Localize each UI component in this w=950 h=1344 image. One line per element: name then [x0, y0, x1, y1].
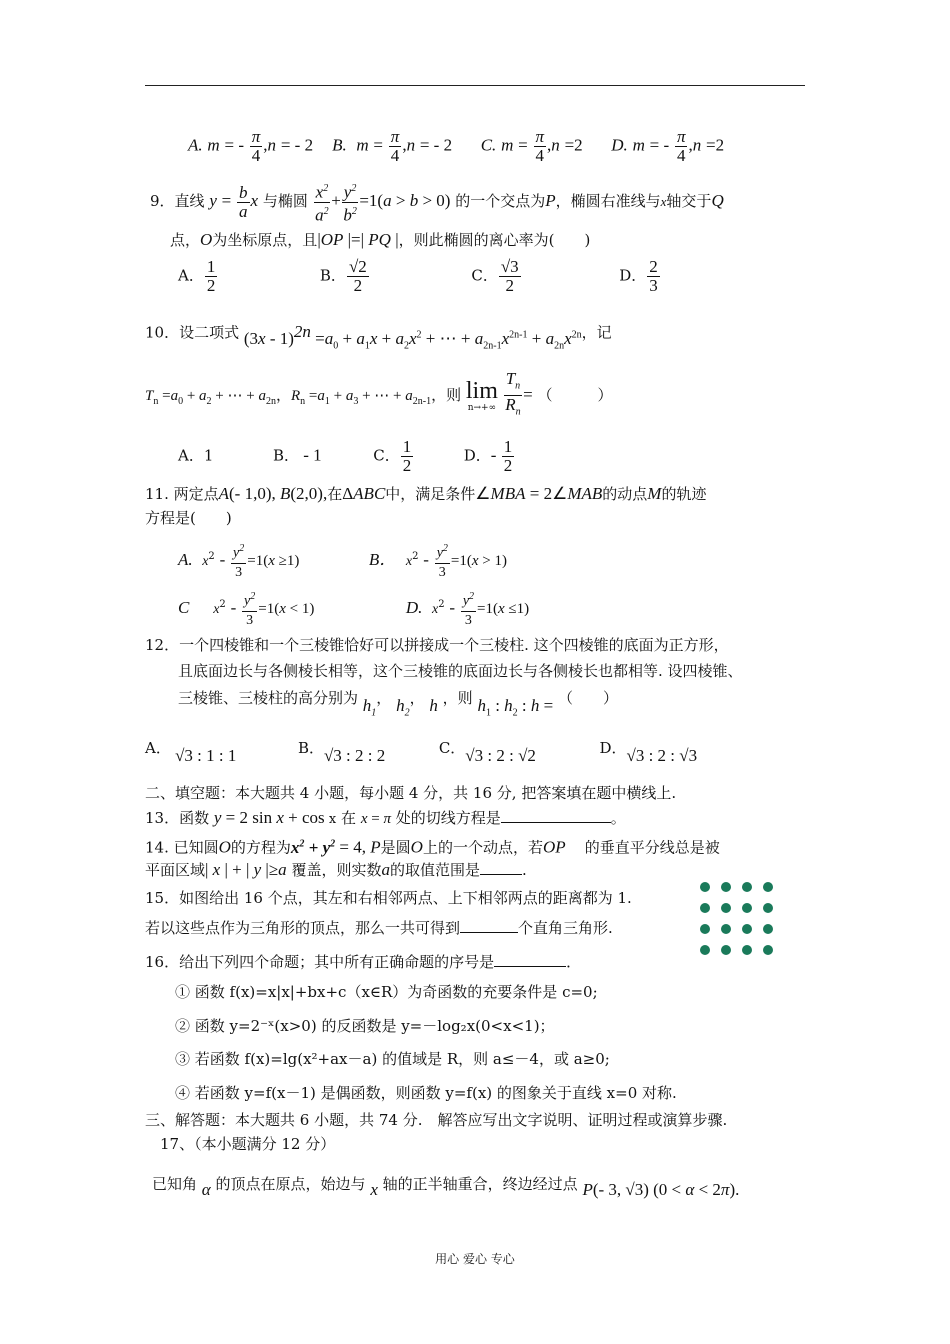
sixteen-dot-grid: [700, 882, 780, 962]
q16-item-2: ② 函数 y=2⁻ˣ(x>0) 的反函数是 y=－log₂x(0<x<1)；: [175, 1017, 555, 1035]
grid-dot: [742, 882, 752, 892]
q10-line2: $T_n =a_0 + a_2$ + ⋯ + $a_{2n}$，$R_n =a_1 + a_3$ + ⋯ + $a_{2n-1}$，则 lim n→+∞ $\frac{T_n}{R_n}$ = （ ）: [145, 369, 613, 418]
grid-dot: [700, 945, 710, 955]
grid-dot: [700, 924, 710, 934]
q14-line2: 平面区域| x | + | y |≥a 覆盖，则实数a的取值范围是 .: [145, 860, 527, 879]
q16-heading: 16．给出下列四个命题；其中所有正确命题的序号是 ．: [145, 953, 582, 971]
q12-options: A． √3 : 1 : 1 B．√3 : 2 : 2 C．√3 : 2 : √2 D．√3 : 2 : √3: [145, 739, 698, 765]
grid-dot: [721, 924, 731, 934]
header-rule: [145, 85, 805, 86]
grid-dot: [742, 924, 752, 934]
q13: 13．函数 y = 2 sin x + cos x 在 x = π 处的切线方程是 。: [145, 808, 626, 827]
q16-item-1: ① 函数 f(x)=x|x|+bx+c（x∈R）为奇函数的充要条件是 c=0;: [175, 983, 598, 1001]
q12-line3: 三棱锥、三棱柱的高分别为 $h_1$， $h_2$， h ，则 $h_1$ : $h_2$ : h = （ ）: [178, 689, 619, 719]
q10-line1: 10．设二项式 $(3x - 1)^{2n} =a_0 + a_1x + a_2x^2$ + ⋯ + $a_{2n-1}x^{2n-1} + a_{2n}x^{2n}$，记: [145, 322, 612, 352]
q11-options-cd: C $x^2$ - $\frac{y^2}{3}$ =1(x < 1) D. $x^2$ - $\frac{y^2}{3}$ =1(x ≤1): [178, 588, 529, 630]
q10-options: A．1 B． - 1 C． $\frac{1}{2}$ D．- $\frac{1}{2}$: [178, 437, 513, 475]
q8-options: A. m = - $\frac{\pi}{4}$ ,n = - 2 B. m = $\frac{\pi}{4}$ ,n = - 2 C. m = $\frac{\pi}{4}$ ,n =2 D. m = - $\frac{\pi}{4}$ ,n =2: [188, 127, 725, 165]
grid-dot: [742, 945, 752, 955]
q16-item-4: ④ 若函数 y=f(x－1) 是偶函数，则函数 y=f(x) 的图象关于直线 x=0 对称.: [175, 1084, 677, 1102]
q14-line1: 14. 已知圆O的方程为$x^2 + y^2 = 4$, P是圆O上的一个动点，若OP 的垂直平分线总是被: [145, 837, 720, 857]
grid-dot: [763, 882, 773, 892]
q17-heading: 17、（本小题满分 12 分）: [160, 1135, 336, 1153]
grid-dot: [721, 903, 731, 913]
q16-item-3: ③ 若函数 f(x)=lg(x²+ax－a) 的值域是 R，则 a≤－4，或 a≥0;: [175, 1050, 610, 1068]
q9-options: A． $\frac{1}{2}$ B． $\frac{√2}{2}$ C． $\frac{√3}{2}$ D． $\frac{2}{3}$: [178, 257, 658, 295]
section-3-heading: 三、解答题：本大题共 6 小题，共 74 分. 解答应写出文字说明、证明过程或演算步骤.: [145, 1111, 728, 1129]
q17-line1: 已知角 α 的顶点在原点，始边与 x 轴的正半轴重合，终边经过点 P(- 3, √3) (0 < α < 2π).: [152, 1175, 740, 1199]
grid-dot: [721, 945, 731, 955]
q9-line1: 9．直线 y = $\frac{b}{a}$ x 与椭圆 $\frac{x^2}{a^2}$ + $\frac{y^2}{b^2}$ =1(a > b > 0) 的一个交点为P，椭圆右准线与x轴交于Q: [150, 180, 724, 224]
grid-dot: [721, 882, 731, 892]
q12-line1: 12．一个四棱锥和一个三棱锥恰好可以拼接成一个三棱柱. 这个四棱锥的底面为正方形，: [145, 636, 729, 654]
grid-dot: [742, 903, 752, 913]
q15-line1: 15．如图给出 16 个点，其左和右相邻两点、上下相邻两点的距离都为 1.: [145, 889, 632, 907]
grid-dot: [763, 945, 773, 955]
q11-options-ab: A. $x^2$ - $\frac{y^2}{3}$ =1(x ≥1) B． $x^2$ - $\frac{y^2}{3}$ =1(x > 1): [178, 540, 507, 582]
q12-line2: 且底面边长与各侧棱长相等，这个三棱锥的底面边长与各侧棱长也都相等. 设四棱锥、: [178, 662, 743, 680]
section-2-heading: 二、填空题：本大题共 4 小题，每小题 4 分，共 16 分, 把答案填在题中横线上.: [145, 784, 677, 802]
q15-line2: 若以这些点作为三角形的顶点，那么一共可得到 个直角三角形.: [145, 919, 613, 937]
footer: 用心 爱心 专心: [435, 1252, 515, 1266]
grid-dot: [763, 924, 773, 934]
grid-dot: [763, 903, 773, 913]
q11-line2: 方程是( ): [145, 509, 232, 527]
grid-dot: [700, 903, 710, 913]
grid-dot: [700, 882, 710, 892]
q11-line1: 11. 两定点A(- 1,0), B(2,0),在ΔABC中，满足条件∠MBA = 2∠MAB的动点M的轨迹: [145, 484, 707, 503]
q9-line2: 点，O为坐标原点，且|OP |=| PQ |，则此椭圆的离心率为( ): [170, 230, 591, 249]
